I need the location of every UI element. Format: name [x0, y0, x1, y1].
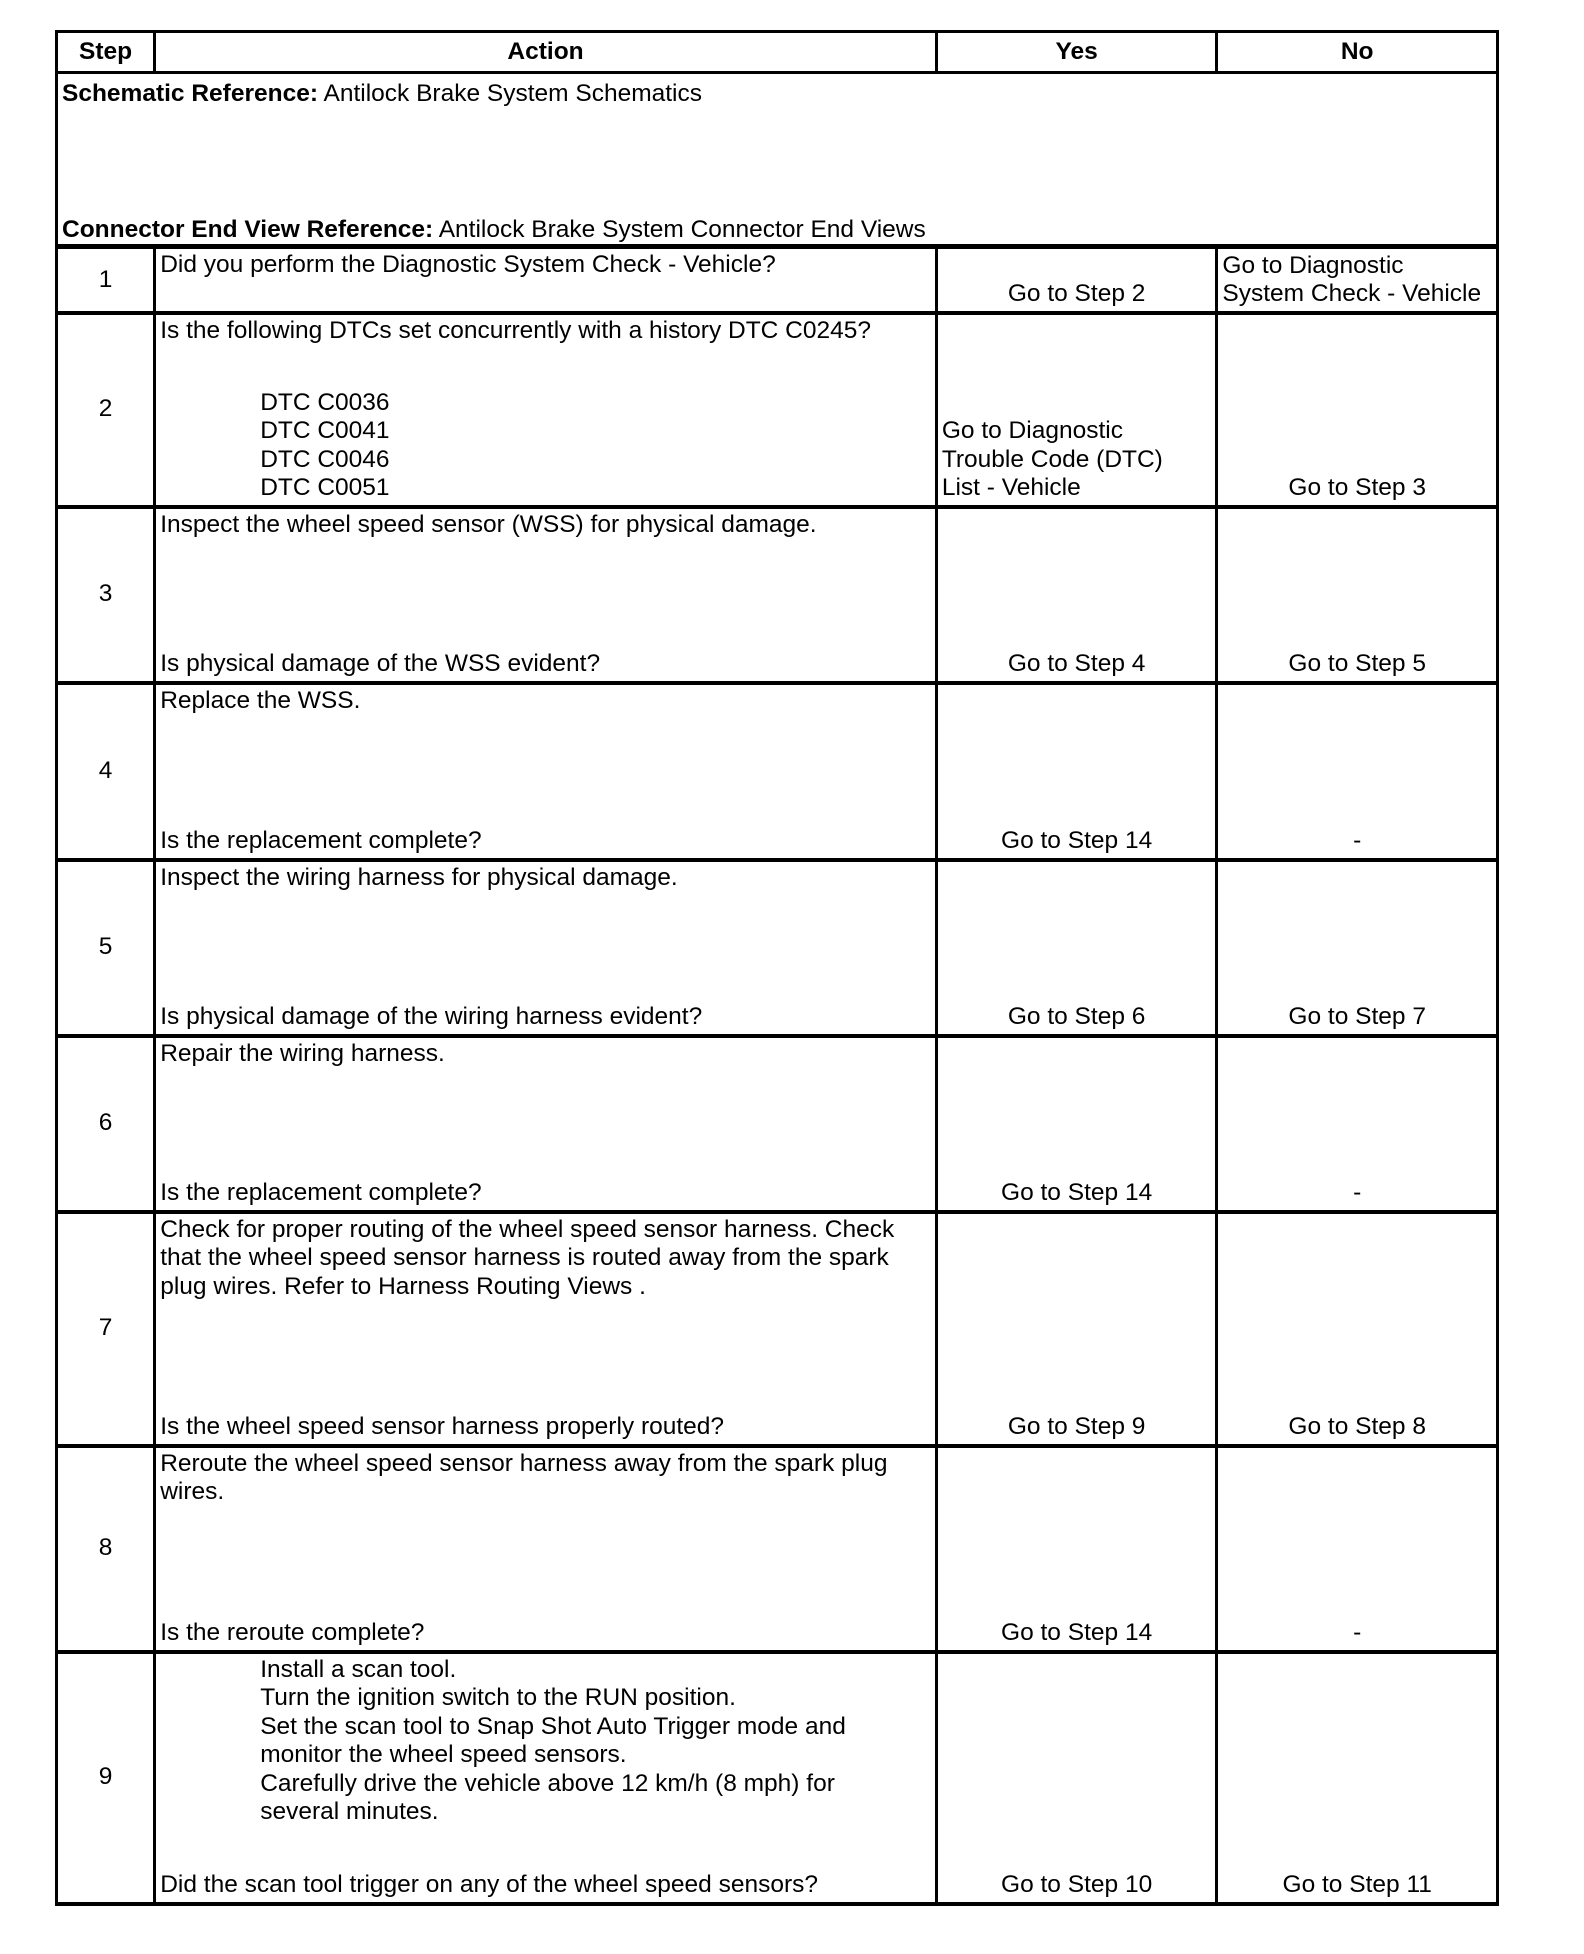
action-text: Did you perform the Diagnostic System Check - Vehicle? — [160, 251, 776, 278]
yes-result: Go to Step 14 — [1001, 827, 1153, 854]
action-cell — [155, 507, 937, 683]
step-number: 9 — [57, 1652, 155, 1904]
step-number: 7 — [57, 1212, 155, 1446]
yes-cell — [936, 1036, 1217, 1212]
table-row — [57, 507, 1498, 683]
question-text: Is physical damage of the wiring harness evident? — [160, 1003, 703, 1030]
procedure-item: Turn the ignition switch to the RUN position. — [260, 1684, 736, 1711]
action-text: that the wheel speed sensor harness is routed away from the spark — [160, 1244, 889, 1271]
no-result: Go to Step 3 — [1288, 474, 1426, 501]
question-text: Is the replacement complete? — [160, 1179, 482, 1206]
action-text: wires. — [160, 1478, 225, 1505]
action-text: Repair the wiring harness. — [160, 1039, 445, 1067]
action-cell — [155, 1036, 937, 1212]
no-cell — [1217, 1036, 1498, 1212]
yes-result-line: Go to Diagnostic — [941, 417, 1123, 444]
yes-result: Go to Step 14 — [1001, 1179, 1153, 1206]
yes-cell — [936, 507, 1217, 683]
action-cell — [155, 1652, 937, 1904]
header-step: Step — [57, 32, 155, 73]
question-text: Is the wheel speed sensor harness properly routed? — [160, 1413, 725, 1440]
yes-cell — [936, 860, 1217, 1036]
step-number: 8 — [57, 1446, 155, 1652]
no-cell — [1217, 247, 1498, 313]
no-cell — [1217, 1212, 1498, 1446]
dtc-item: DTC C0036 — [260, 388, 390, 416]
yes-cell — [936, 1212, 1217, 1446]
no-cell — [1217, 1652, 1498, 1904]
no-result: Go to Step 11 — [1282, 1871, 1432, 1898]
action-text: Check for proper routing of the wheel speed sensor harness. Check — [160, 1215, 895, 1243]
table-row — [57, 683, 1498, 860]
no-result-line: System Check - Vehicle — [1222, 280, 1482, 307]
connector-reference-label: Connector End View Reference: — [62, 216, 434, 243]
diagnostic-table — [55, 30, 1499, 1906]
table-row — [57, 1036, 1498, 1212]
step-number: 3 — [57, 507, 155, 683]
dtc-item: DTC C0051 — [260, 474, 390, 501]
no-cell — [1217, 1446, 1498, 1652]
yes-cell — [936, 247, 1217, 313]
procedure-item: Carefully drive the vehicle above 12 km/h (8 mph) for — [260, 1769, 835, 1797]
table-row — [57, 1652, 1498, 1904]
yes-cell — [936, 683, 1217, 860]
yes-result: Go to Step 14 — [1001, 1619, 1153, 1646]
connector-reference — [62, 216, 926, 245]
yes-result: Go to Step 6 — [1007, 1003, 1146, 1030]
no-result: - — [1353, 1619, 1362, 1646]
action-cell — [155, 247, 937, 313]
dtc-list — [160, 389, 389, 503]
action-text: Replace the WSS. — [160, 686, 361, 714]
header-no: No — [1217, 32, 1498, 73]
yes-result-line: List - Vehicle — [941, 474, 1081, 501]
table-row — [57, 313, 1498, 507]
header-action: Action — [155, 32, 937, 73]
schematic-reference-label: Schematic Reference: — [62, 80, 319, 107]
action-text: Inspect the wiring harness for physical damage. — [160, 863, 678, 891]
no-cell — [1217, 860, 1498, 1036]
yes-result: Go to Step 10 — [1001, 1871, 1153, 1898]
no-result: Go to Step 7 — [1288, 1003, 1426, 1030]
procedure-item: Set the scan tool to Snap Shot Auto Trigger mode and — [260, 1712, 846, 1740]
yes-result-line: Trouble Code (DTC) — [941, 445, 1163, 473]
step-number: 1 — [57, 247, 155, 313]
question-text: Is the reroute complete? — [160, 1619, 425, 1646]
yes-cell — [936, 313, 1217, 507]
dtc-item: DTC C0041 — [260, 417, 390, 444]
question-text: Is physical damage of the WSS evident? — [160, 650, 601, 677]
no-result-line: Go to Diagnostic — [1222, 251, 1404, 279]
yes-result: Go to Step 4 — [1007, 650, 1146, 677]
reference-cell — [57, 73, 1498, 247]
action-text: plug wires. Refer to Harness Routing Views . — [160, 1272, 646, 1300]
table-row — [57, 1446, 1498, 1652]
table-header-row — [57, 32, 1498, 73]
procedure-list — [160, 1656, 931, 1827]
action-text: Reroute the wheel speed sensor harness away from the spark plug — [160, 1449, 888, 1477]
dtc-item: DTC C0046 — [260, 445, 390, 473]
no-cell — [1217, 683, 1498, 860]
no-result: Go to Step 8 — [1288, 1413, 1426, 1440]
action-cell — [155, 1446, 937, 1652]
no-cell — [1217, 313, 1498, 507]
reference-row — [57, 73, 1498, 247]
procedure-item: several minutes. — [260, 1798, 439, 1825]
no-result — [1222, 252, 1481, 309]
action-cell — [155, 1212, 937, 1446]
no-result: Go to Step 5 — [1288, 650, 1426, 677]
action-cell — [155, 860, 937, 1036]
connector-reference-value: Antilock Brake System Connector End Views — [438, 216, 926, 243]
step-number: 5 — [57, 860, 155, 1036]
step-number: 4 — [57, 683, 155, 860]
yes-cell — [936, 1446, 1217, 1652]
table-row — [57, 247, 1498, 313]
diagnostic-table-page — [55, 30, 1499, 1919]
yes-cell — [936, 1652, 1217, 1904]
procedure-item: Install a scan tool. — [260, 1655, 457, 1683]
no-result: - — [1353, 827, 1362, 854]
schematic-reference-value: Antilock Brake System Schematics — [323, 80, 703, 107]
yes-result: Go to Step 9 — [1007, 1413, 1146, 1440]
step-number: 6 — [57, 1036, 155, 1212]
yes-result: Go to Step 2 — [1007, 280, 1146, 307]
action-cell — [155, 313, 937, 507]
question-text: Did the scan tool trigger on any of the wheel speed sensors? — [160, 1871, 819, 1898]
table-row — [57, 860, 1498, 1036]
yes-result — [942, 417, 1163, 503]
no-cell — [1217, 507, 1498, 683]
action-text: Is the following DTCs set concurrently with a history DTC C0245? — [160, 316, 871, 344]
action-cell — [155, 683, 937, 860]
procedure-item: monitor the wheel speed sensors. — [260, 1741, 627, 1768]
no-result: - — [1353, 1179, 1362, 1206]
header-yes: Yes — [936, 32, 1217, 73]
table-row — [57, 1212, 1498, 1446]
action-text: Inspect the wheel speed sensor (WSS) for physical damage. — [160, 510, 817, 538]
schematic-reference — [62, 80, 702, 109]
step-number: 2 — [57, 313, 155, 507]
question-text: Is the replacement complete? — [160, 827, 482, 854]
